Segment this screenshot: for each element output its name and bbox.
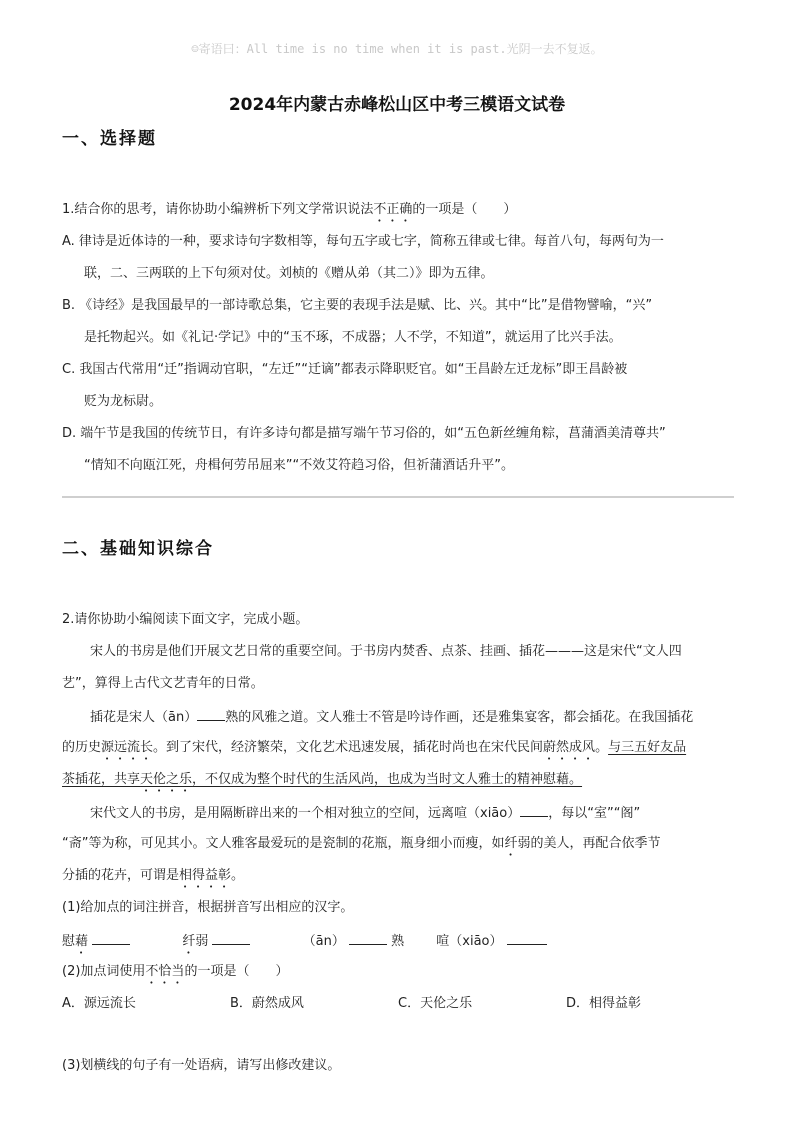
fill-word: 弱 (195, 934, 209, 949)
stem-text: 的一项是（ ） (184, 964, 289, 979)
passage-line (62, 866, 244, 891)
passage-line (90, 706, 693, 728)
answer-blank[interactable] (92, 930, 130, 945)
passage-line: 艺”，算得上古代文艺青年的日常。 (62, 676, 264, 691)
fill-row (62, 930, 547, 957)
answer-blank[interactable] (520, 802, 548, 817)
passage-text: 分插的花卉，可谓是 (62, 868, 180, 883)
stem-dotted: 不正确 (373, 202, 413, 217)
fill-word: （ān） (302, 934, 345, 949)
passage-text: 的历史 (62, 740, 102, 755)
fill-word: 慰 (62, 934, 76, 949)
fill-word: 熟 (391, 934, 405, 949)
choice-c[interactable]: C．天伦之乐 (398, 996, 473, 1011)
passage-text: 。到了宋代，经济繁荣，文化艺术迅速发展，插花时尚也在宋代民间 (153, 740, 544, 755)
dotted-word: 纤 (504, 836, 518, 851)
answer-blank[interactable] (349, 930, 387, 945)
passage-text: 宋代文人的书房，是用隔断辟出来的一个相对独立的空间，远离喧（xiāo） (90, 806, 521, 821)
passage-line (62, 738, 686, 763)
option-b-line-1: B. 《诗经》是我国最早的一部诗歌总集，它主要的表现手法是赋、比、兴。其中“比”是借物譬喻，“兴” (62, 298, 653, 313)
passage-line (62, 834, 661, 859)
underlined-sentence: 与三五好友品 (608, 740, 687, 755)
answer-blank[interactable] (197, 706, 225, 721)
fill-word: 喧（xiāo） (436, 934, 503, 949)
choice-b[interactable]: B．蔚然成风 (230, 996, 304, 1011)
section-heading-choice: 一、选择题 (62, 129, 157, 149)
question-1-stem (62, 200, 516, 225)
choice-d[interactable]: D．相得益彰 (566, 996, 642, 1011)
underlined-sentence: ，不仅成为整个时代的生活风尚，也成为当时文人雅士的精神慰藉。 (192, 772, 583, 787)
dotted-word: 源远流长 (101, 740, 154, 755)
subquestion-2 (62, 962, 288, 987)
question-2-intro: 2.请你协助小编阅读下面文字，完成小题。 (62, 612, 309, 627)
option-c-line-1: C. 我国古代常用“迁”指调动官职，“左迁”“迁谪”都表示降职贬官。如“王昌龄左迁龙标”即王昌龄被 (62, 362, 628, 377)
underlined-sentence: 茶插花，共享 (62, 772, 141, 787)
passage-line: 宋人的书房是他们开展文艺日常的重要空间。于书房内焚香、点茶、挂画、插花———这是宋代“文人四 (90, 644, 682, 659)
divider (62, 496, 734, 498)
answer-blank[interactable] (212, 930, 250, 945)
dotted-word: 相得益彰 (179, 868, 232, 883)
passage-line (90, 802, 640, 824)
choice-a[interactable]: A．源远流长 (62, 996, 136, 1011)
watermark: ☺寄语曰：All time is no time when it is past.光阴一去不复返。 (191, 42, 603, 56)
passage-text: ，每以“室”“阁” (548, 806, 641, 821)
option-b-line-2: 是托物起兴。如《礼记·学记》中的“玉不琢，不成器；人不学，不知道”，就运用了比兴手法。 (84, 330, 622, 345)
dotted-word: 藉 (75, 934, 89, 949)
passage-text: 。 (231, 868, 245, 883)
subquestion-3: (3)划横线的句子有一处语病，请写出修改建议。 (62, 1058, 341, 1073)
option-a-line-2: 联，二、三两联的上下句须对仗。刘桢的《赠从弟（其二）》即为五律。 (84, 266, 494, 281)
answer-blank[interactable] (507, 930, 547, 945)
stem-text: 的一项是（ ） (412, 202, 517, 217)
stem-text: (2)加点词使用 (62, 964, 146, 979)
passage-line (62, 770, 582, 795)
option-d-line-2: “情知不向瓯江死，舟楫何劳吊屈来”“不效艾符趋习俗，但祈蒲酒话升平”。 (84, 458, 514, 473)
passage-text: 熟的风雅之道。文人雅士不管是吟诗作画，还是雅集宴客，都会插花。在我国插花 (225, 710, 694, 725)
passage-text: 弱的美人，再配合依季节 (517, 836, 661, 851)
passage-text: 。 (595, 740, 609, 755)
passage-text: “斋”等为称，可见其小。文人雅客最爱玩的是瓷制的花瓶，瓶身细小而瘦，如 (62, 836, 505, 851)
subquestion-1: (1)给加点的词注拼音，根据拼音写出相应的汉字。 (62, 900, 354, 915)
dotted-word: 纤 (182, 934, 196, 949)
option-a-line-1: A. 律诗是近体诗的一种，要求诗句字数相等，每句五字或七字，简称五律或七律。每首八句，每两句为一 (62, 234, 664, 249)
section-heading-basics: 二、基础知识综合 (62, 539, 214, 559)
passage-text: 插花是宋人（ān） (90, 710, 198, 725)
option-d-line-1: D. 端午节是我国的传统节日，有许多诗句都是描写端午节习俗的，如“五色新丝缠角粽，菖蒲酒美清尊共” (62, 426, 666, 441)
stem-text: 1.结合你的思考，请你协助小编辨析下列文学常识说法 (62, 202, 374, 217)
page-title: 2024年内蒙古赤峰松山区中考三模语文试卷 (228, 95, 566, 115)
dotted-word: 蔚然成风 (543, 740, 596, 755)
option-c-line-2: 贬为龙标尉。 (84, 394, 163, 409)
stem-dotted: 不恰当 (145, 964, 185, 979)
dotted-word: 天伦之乐 (140, 772, 193, 787)
